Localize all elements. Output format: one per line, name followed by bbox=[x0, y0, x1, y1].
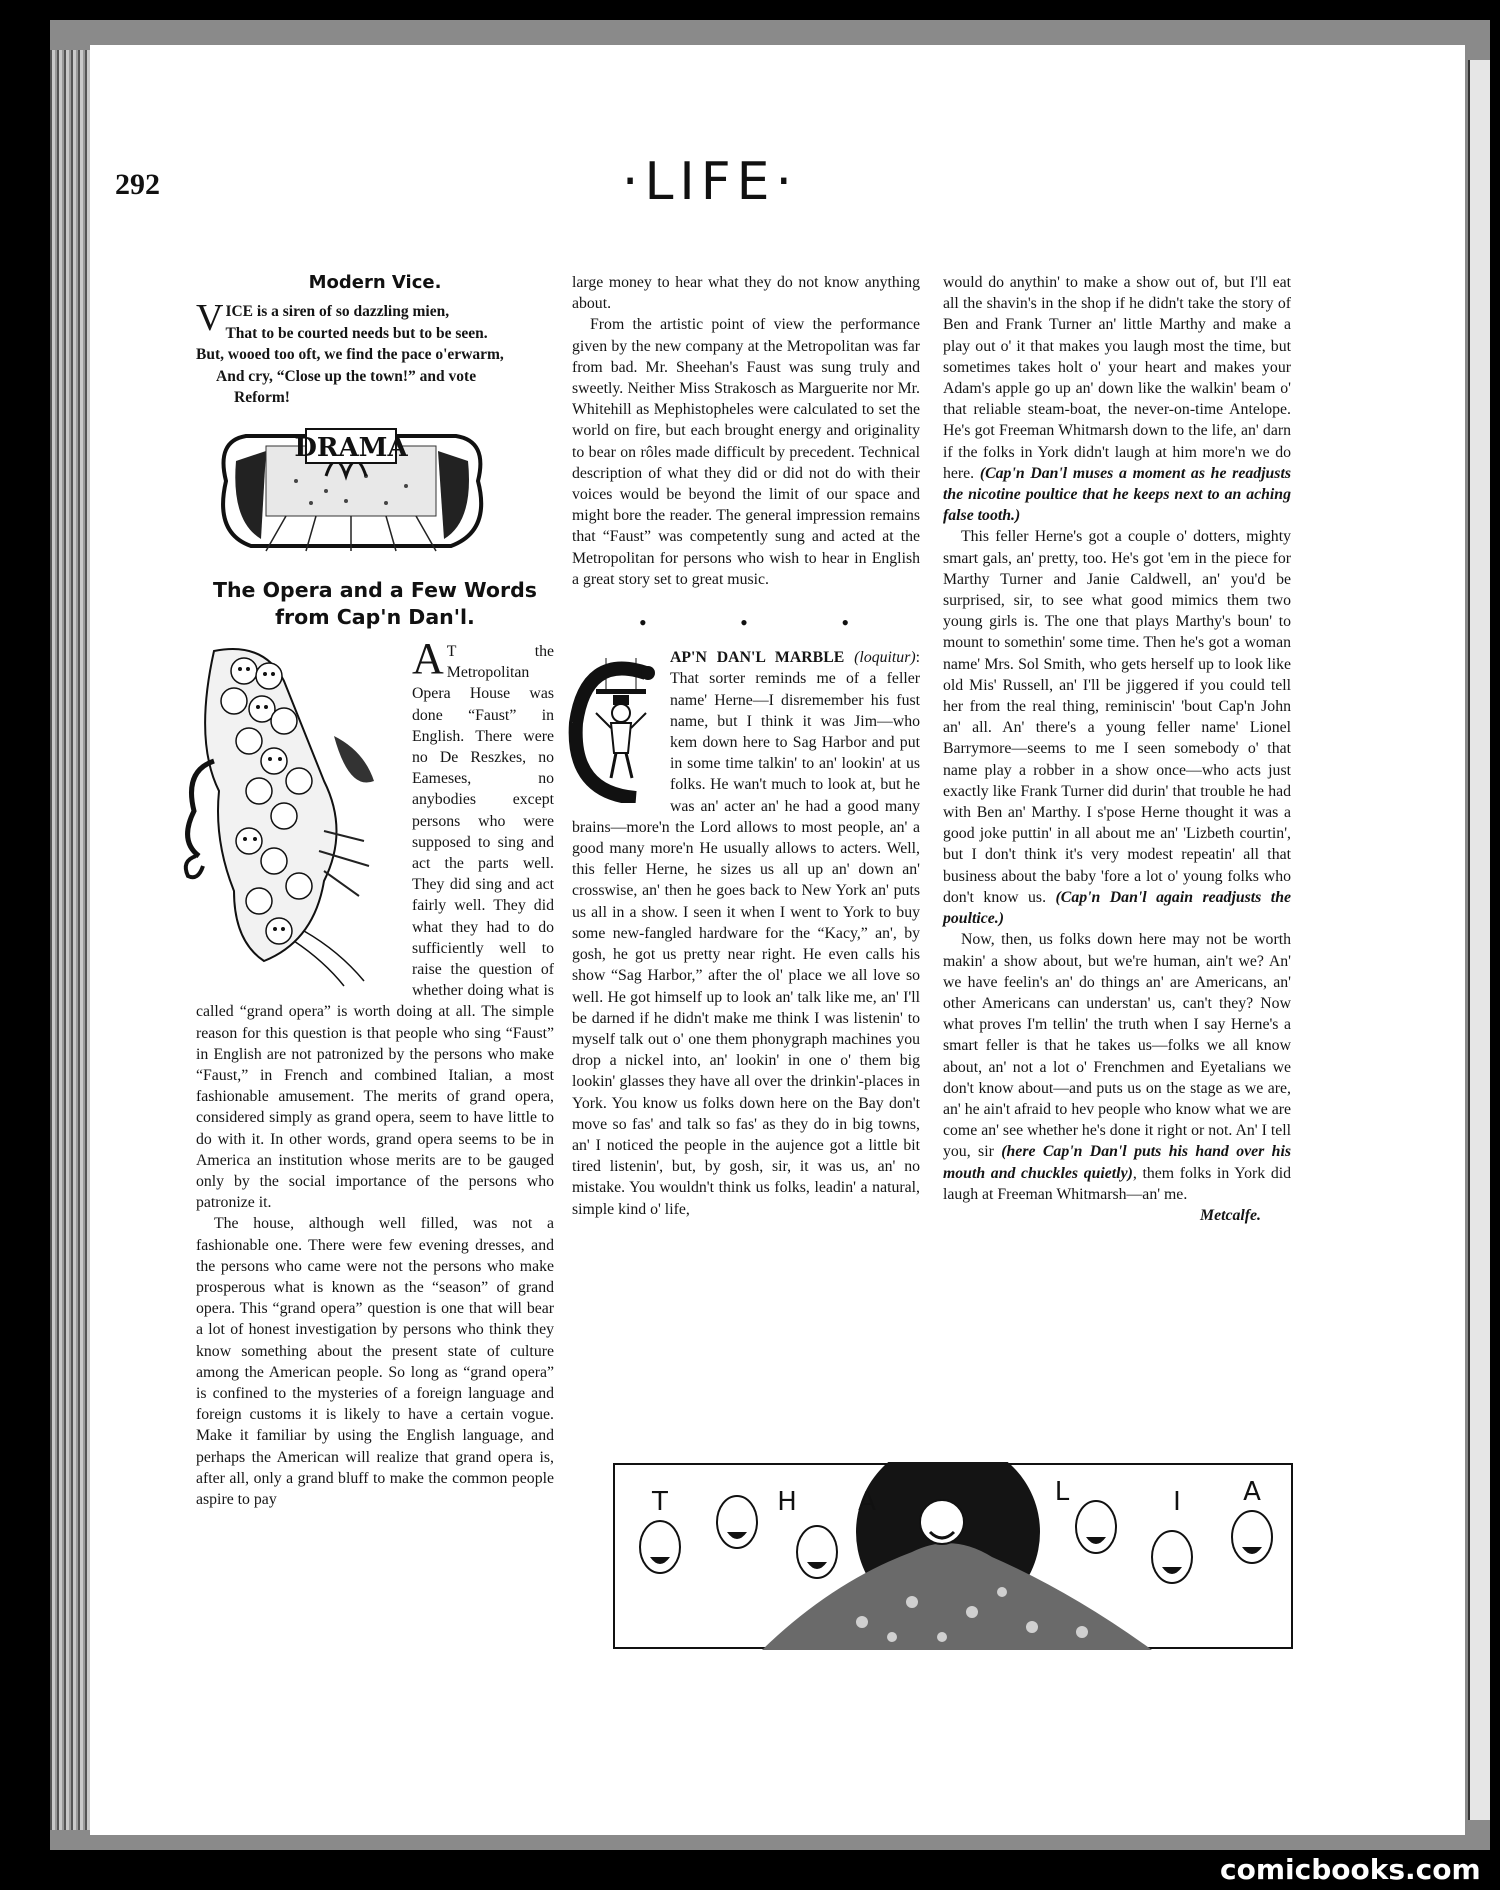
page-number: 292 bbox=[115, 168, 160, 201]
drama-paragraph-continued: large money to hear what they do not know anything about. bbox=[572, 274, 920, 313]
thalia-letter: L bbox=[1054, 1477, 1070, 1507]
capn-loquitur: (loquitur) bbox=[854, 649, 916, 667]
thalia-masks-illustration bbox=[612, 1462, 1294, 1650]
poem-line: That to be courted needs but to be seen. bbox=[225, 324, 488, 342]
masthead-life: ·LIFE· bbox=[621, 152, 799, 212]
drama-paragraph: The house, although well filled, was not a fashionable one. There were few evening dresses, and the persons who came were not the persons who make prosperous what is known as the “season” of grand opera. This “grand opera” question is one that will bear a lot of honest investigation by persons who think they know something about the present state of culture among the American people. So long as “grand opera” is confined to the mysteries of a foreign language and foreign customs it is likely to have a certain vogue. Make it familiar by using the English language, and perhaps the American will realize that grand opera is, after all, only a grand bluff to make the common people aspire to pay bbox=[196, 1215, 554, 1509]
capn-paragraph: This feller Herne's got a couple o' dotters, mighty smart gals, an' pretty, too. He's got 'em in the piece for Marthy Turner and Janie Caldwell, an' you'd be surprised, sir, to see what good mimics them two young girls is. The one that plays Marthy's boun' to mount to somethin' some time. Then he's got a woman name' Mrs. Sol Smith, who gets herself up to look like old Mis' Russell, an' I'll be jiggered if you could tell her from the real thing, reminiscin' 'bout Cap'n John an' all. An' there's a young feller name' Lionel Barrymore—seems to me I seen somebody o' that name play a robber in a show once—who acts just exactly like Frank Turner did durin' that trouble he had with Ben an' Marthy. I s'pose Herne thought it was a good joke puttin' in all about me an' 'Lizbeth courtin', but I don't think it's very modest repeatin' all that business about the baby 'fore a lot o' young folks who don't know us. bbox=[943, 528, 1291, 906]
puppet-drop-cap-c bbox=[566, 653, 662, 803]
drama-banner-text: DRAMA bbox=[294, 432, 408, 463]
page-edges bbox=[50, 50, 92, 1830]
thalia-letter: A bbox=[1243, 1477, 1261, 1507]
drama-paragraph: T the Metropolitan Opera House was done “Faust” in English. There were no De Reszkes, no Eameses, no anybodies except persons who were supposed to sing and act the parts well. They did sing and act fairly well. They did what they had to do sufficiently well to raise the question of whether doing what is called “grand opera” is worth doing at all. The simple reason for this question is that people who sing “Faust” in English are not patronized by the persons who make “Faust,” in French and combined Italian, a most fashionable amusement. The merits of grand opera, considered simply as grand opera, seem to have little to do with it. In other words, grand opera seems to be in America an institution whose merits are to be gauged only by the social importance of the persons who patronize it. bbox=[196, 642, 554, 1212]
section-separator: • • • bbox=[638, 610, 894, 636]
column-left bbox=[196, 272, 554, 1510]
poem bbox=[196, 297, 554, 409]
next-page-edge bbox=[1468, 60, 1490, 1820]
stage-direction: (Cap'n Dan'l muses a moment as he readjusts the nicotine poultice that he keeps next to an aching false tooth.) bbox=[943, 464, 1291, 525]
capn-article bbox=[572, 647, 920, 1219]
thalia-letter: H bbox=[777, 1487, 797, 1517]
author-signature: Metcalfe. bbox=[1200, 1206, 1261, 1224]
drama-article bbox=[196, 633, 554, 1510]
capn-paragraph-continued: would do anythin' to make a show out of, but I'll eat all the shavin's in the shop if he didn't take the story of Ben and Frank Turner an' little Marthy and make a play out o' it that makes you laugh most the time, but sometimes takes holt o' your heart and makes your Adam's apple go up an' down like the walkin' beam o' that reliable steam-boat, the never-on-time Antelope. He's got Freeman Whitmarsh down to the life, an' darn if the folks in York didn't laugh at him more'n we do here. bbox=[943, 274, 1291, 482]
capn-paragraph: Now, then, us folks down here may not be worth makin' a show about, but we're human, ain't we? An' we have feelin's an' do things an' are Americans, an' other Americans can understan' us, can't they? Now what proves I'm tellin' the truth when I say Herne's a smart feller is that he takes us—folks we all know about, an' not a lot o' Frenchmen and Eyetalians we don't know about—and puts us on the stage as we are, an' he ain't afraid to hev people who know what we are come an' see whether he's done it right or not. An' I tell you, sir bbox=[943, 931, 1291, 1161]
column-right bbox=[943, 272, 1291, 1226]
poem-title: Modern Vice. bbox=[308, 272, 442, 293]
capn-drop-cap: C bbox=[572, 723, 573, 725]
stage-direction: (here Cap'n Dan'l puts his hand over his mouth and chuckles quietly) bbox=[943, 1143, 1291, 1182]
poem-line: But, wooed too oft, we find the pace o'erwarm, bbox=[196, 346, 504, 364]
opera-masks-illustration bbox=[174, 641, 406, 991]
thalia-letter: A bbox=[858, 1487, 876, 1517]
capn-lead: AP'N DAN'L MARBLE bbox=[670, 649, 845, 667]
capn-paragraph: , them folks in York did laugh at Freeman Whitmarsh—an' me. bbox=[943, 1164, 1292, 1203]
drama-drop-cap: A bbox=[412, 633, 444, 683]
poem-line: ICE is a siren of so dazzling mien, bbox=[225, 303, 450, 321]
poem-line: And cry, “Close up the town!” and vote bbox=[216, 367, 477, 385]
poem-line: Reform! bbox=[234, 389, 290, 407]
thalia-letter: I bbox=[1173, 1487, 1181, 1517]
poem-drop-cap: V bbox=[196, 297, 224, 340]
watermark: comicbooks.com bbox=[1220, 1853, 1481, 1886]
thalia-letter: T bbox=[652, 1487, 668, 1517]
drama-banner-illustration bbox=[206, 421, 496, 559]
drama-headline: The Opera and a Few Words from Cap'n Dan'l. bbox=[212, 577, 538, 629]
capn-paragraph: : That sorter reminds me of a feller name' Herne—I disremember his fust name, but I think it was Jim—who kem down here to Sag Harbor and put in some time talkin' to an' lookin' at us folks. He wan't much to look at, but he was an' acter an' he had a good many brains—more'n the Lord allows to most people, an' a good many more'n He usually allows to acters. Well, this feller Herne, he sizes us all up an' down an' crosswise, an' then he goes back to New York an' puts us all in a show. I seen it when I went to York to buy some new-fangled hardware for the “Kacy,” an', by gosh, he got us pretty near right. He even calls his show “Sag Harbor,” after the ol' place we all love so well. He got himself up to look an' talk like me, an' I'll be darned if he didn't make me think I was listenin' to myself talk out o' one them phonygraph machines you drop a nickel into, an' lookin' in one o' them big lookin' glasses they have all over the drinkin'-places in York. You know us folks down here on the Bay don't move so fas' and talk so fas' as they do in big towns, an' I noticed the people in the aujence got a little bit tired listenin', but, by gosh, sir, it was us, an' no mistake. You wouldn't think us folks, leadin' a natural, simple kind o' life, bbox=[572, 649, 920, 1218]
drama-paragraph: From the artistic point of view the performance given by the new company at the Metropolitan was far from bad. Mr. Sheehan's Faust was sung truly and sweetly. Neither Miss Strakosch as Marguerite nor Mr. Whitehill as Mephistopheles were calculated to set the world on fire, but each brought energy and originality to bear on rôles made difficult by precedent. Technical description of what they did or did not do with their voices would be beyond the limit of our space and might bore the reader. The general impression remains that “Faust” was competently sung and acted at the Metropolitan for persons who wish to hear in English a great story set to great music. bbox=[572, 316, 920, 588]
column-middle bbox=[572, 272, 920, 1220]
stage-direction: (Cap'n Dan'l again readjusts the poultice.) bbox=[943, 888, 1291, 928]
